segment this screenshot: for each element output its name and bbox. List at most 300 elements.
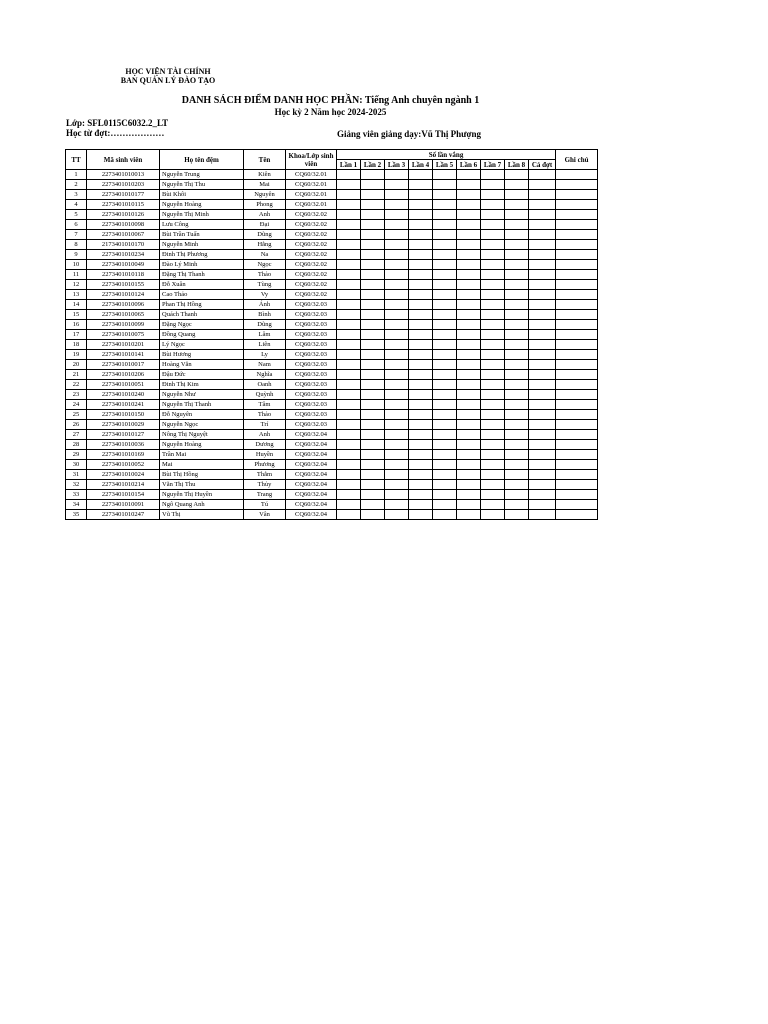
absence-cell[interactable] [457,490,481,500]
absence-cell[interactable] [505,430,529,440]
remarks-cell[interactable] [556,180,598,190]
remarks-cell[interactable] [556,170,598,180]
absence-cell[interactable] [505,390,529,400]
absence-cell[interactable] [409,310,433,320]
absence-cell[interactable] [529,510,556,520]
absence-cell[interactable] [361,420,385,430]
absence-cell[interactable] [337,320,361,330]
absence-cell[interactable] [433,510,457,520]
absence-cell[interactable] [505,260,529,270]
absence-cell[interactable] [505,320,529,330]
absence-cell[interactable] [505,230,529,240]
absence-cell[interactable] [361,260,385,270]
absence-cell[interactable] [337,400,361,410]
absence-cell[interactable] [361,330,385,340]
remarks-cell[interactable] [556,220,598,230]
absence-cell[interactable] [529,340,556,350]
absence-cell[interactable] [433,430,457,440]
absence-cell[interactable] [457,460,481,470]
absence-cell[interactable] [361,380,385,390]
absence-cell[interactable] [433,220,457,230]
absence-cell[interactable] [481,370,505,380]
absence-cell[interactable] [433,460,457,470]
absence-cell[interactable] [457,360,481,370]
absence-cell[interactable] [481,470,505,480]
absence-cell[interactable] [457,370,481,380]
absence-cell[interactable] [505,460,529,470]
absence-cell[interactable] [337,210,361,220]
absence-cell[interactable] [385,460,409,470]
absence-cell[interactable] [337,460,361,470]
absence-cell[interactable] [433,280,457,290]
absence-cell[interactable] [457,260,481,270]
absence-cell[interactable] [481,190,505,200]
absence-cell[interactable] [457,470,481,480]
absence-cell[interactable] [481,320,505,330]
remarks-cell[interactable] [556,480,598,490]
absence-cell[interactable] [337,360,361,370]
absence-cell[interactable] [433,390,457,400]
absence-cell[interactable] [481,310,505,320]
absence-cell[interactable] [529,250,556,260]
remarks-cell[interactable] [556,500,598,510]
absence-cell[interactable] [433,330,457,340]
absence-cell[interactable] [529,360,556,370]
absence-cell[interactable] [385,350,409,360]
absence-cell[interactable] [505,250,529,260]
absence-cell[interactable] [457,170,481,180]
absence-cell[interactable] [409,220,433,230]
absence-cell[interactable] [433,320,457,330]
absence-cell[interactable] [361,430,385,440]
absence-cell[interactable] [433,400,457,410]
remarks-cell[interactable] [556,370,598,380]
absence-cell[interactable] [433,260,457,270]
absence-cell[interactable] [433,290,457,300]
absence-cell[interactable] [409,200,433,210]
absence-cell[interactable] [433,470,457,480]
absence-cell[interactable] [481,220,505,230]
absence-cell[interactable] [457,380,481,390]
absence-cell[interactable] [409,300,433,310]
absence-cell[interactable] [337,250,361,260]
absence-cell[interactable] [457,430,481,440]
absence-cell[interactable] [481,500,505,510]
absence-cell[interactable] [385,310,409,320]
absence-cell[interactable] [433,420,457,430]
absence-cell[interactable] [361,350,385,360]
absence-cell[interactable] [433,450,457,460]
absence-cell[interactable] [337,350,361,360]
absence-cell[interactable] [385,340,409,350]
absence-cell[interactable] [361,230,385,240]
absence-cell[interactable] [361,310,385,320]
remarks-cell[interactable] [556,460,598,470]
absence-cell[interactable] [481,280,505,290]
absence-cell[interactable] [409,470,433,480]
absence-cell[interactable] [433,310,457,320]
absence-cell[interactable] [385,260,409,270]
absence-cell[interactable] [481,510,505,520]
absence-cell[interactable] [481,390,505,400]
remarks-cell[interactable] [556,190,598,200]
absence-cell[interactable] [409,290,433,300]
absence-cell[interactable] [529,400,556,410]
absence-cell[interactable] [529,490,556,500]
absence-cell[interactable] [529,220,556,230]
absence-cell[interactable] [457,400,481,410]
absence-cell[interactable] [385,190,409,200]
absence-cell[interactable] [529,300,556,310]
remarks-cell[interactable] [556,490,598,500]
remarks-cell[interactable] [556,330,598,340]
absence-cell[interactable] [385,410,409,420]
remarks-cell[interactable] [556,250,598,260]
absence-cell[interactable] [481,260,505,270]
absence-cell[interactable] [337,410,361,420]
absence-cell[interactable] [505,470,529,480]
remarks-cell[interactable] [556,280,598,290]
absence-cell[interactable] [457,480,481,490]
absence-cell[interactable] [385,250,409,260]
absence-cell[interactable] [409,320,433,330]
absence-cell[interactable] [337,240,361,250]
absence-cell[interactable] [361,510,385,520]
absence-cell[interactable] [361,460,385,470]
absence-cell[interactable] [409,180,433,190]
remarks-cell[interactable] [556,300,598,310]
absence-cell[interactable] [457,440,481,450]
absence-cell[interactable] [337,340,361,350]
absence-cell[interactable] [433,360,457,370]
absence-cell[interactable] [361,280,385,290]
absence-cell[interactable] [481,240,505,250]
absence-cell[interactable] [505,240,529,250]
absence-cell[interactable] [529,270,556,280]
absence-cell[interactable] [529,460,556,470]
absence-cell[interactable] [505,350,529,360]
absence-cell[interactable] [361,400,385,410]
absence-cell[interactable] [481,480,505,490]
absence-cell[interactable] [361,320,385,330]
absence-cell[interactable] [361,480,385,490]
absence-cell[interactable] [505,400,529,410]
absence-cell[interactable] [433,240,457,250]
absence-cell[interactable] [361,360,385,370]
absence-cell[interactable] [529,500,556,510]
absence-cell[interactable] [337,200,361,210]
absence-cell[interactable] [529,190,556,200]
remarks-cell[interactable] [556,350,598,360]
absence-cell[interactable] [433,380,457,390]
absence-cell[interactable] [457,300,481,310]
absence-cell[interactable] [409,230,433,240]
absence-cell[interactable] [433,270,457,280]
absence-cell[interactable] [481,230,505,240]
absence-cell[interactable] [385,330,409,340]
absence-cell[interactable] [433,350,457,360]
absence-cell[interactable] [409,420,433,430]
absence-cell[interactable] [361,170,385,180]
absence-cell[interactable] [409,410,433,420]
absence-cell[interactable] [385,280,409,290]
absence-cell[interactable] [337,280,361,290]
absence-cell[interactable] [409,340,433,350]
absence-cell[interactable] [385,430,409,440]
absence-cell[interactable] [385,490,409,500]
absence-cell[interactable] [409,400,433,410]
absence-cell[interactable] [409,490,433,500]
absence-cell[interactable] [529,440,556,450]
absence-cell[interactable] [409,240,433,250]
remarks-cell[interactable] [556,450,598,460]
absence-cell[interactable] [505,180,529,190]
absence-cell[interactable] [337,190,361,200]
absence-cell[interactable] [361,210,385,220]
remarks-cell[interactable] [556,310,598,320]
absence-cell[interactable] [409,260,433,270]
absence-cell[interactable] [481,490,505,500]
remarks-cell[interactable] [556,340,598,350]
absence-cell[interactable] [529,180,556,190]
absence-cell[interactable] [457,340,481,350]
absence-cell[interactable] [529,420,556,430]
remarks-cell[interactable] [556,230,598,240]
absence-cell[interactable] [361,440,385,450]
absence-cell[interactable] [385,170,409,180]
absence-cell[interactable] [361,500,385,510]
absence-cell[interactable] [481,360,505,370]
absence-cell[interactable] [529,310,556,320]
absence-cell[interactable] [529,280,556,290]
absence-cell[interactable] [433,250,457,260]
remarks-cell[interactable] [556,470,598,480]
absence-cell[interactable] [481,400,505,410]
absence-cell[interactable] [481,450,505,460]
absence-cell[interactable] [529,370,556,380]
absence-cell[interactable] [385,470,409,480]
absence-cell[interactable] [433,370,457,380]
absence-cell[interactable] [361,180,385,190]
absence-cell[interactable] [481,210,505,220]
absence-cell[interactable] [505,300,529,310]
absence-cell[interactable] [529,380,556,390]
absence-cell[interactable] [457,500,481,510]
absence-cell[interactable] [433,490,457,500]
absence-cell[interactable] [385,270,409,280]
absence-cell[interactable] [529,170,556,180]
absence-cell[interactable] [433,210,457,220]
remarks-cell[interactable] [556,200,598,210]
absence-cell[interactable] [361,250,385,260]
remarks-cell[interactable] [556,510,598,520]
absence-cell[interactable] [337,470,361,480]
absence-cell[interactable] [337,480,361,490]
absence-cell[interactable] [529,410,556,420]
remarks-cell[interactable] [556,380,598,390]
absence-cell[interactable] [385,510,409,520]
absence-cell[interactable] [481,250,505,260]
absence-cell[interactable] [409,170,433,180]
remarks-cell[interactable] [556,290,598,300]
absence-cell[interactable] [337,290,361,300]
absence-cell[interactable] [385,400,409,410]
absence-cell[interactable] [529,240,556,250]
absence-cell[interactable] [361,300,385,310]
absence-cell[interactable] [337,370,361,380]
absence-cell[interactable] [385,390,409,400]
absence-cell[interactable] [337,180,361,190]
absence-cell[interactable] [409,440,433,450]
remarks-cell[interactable] [556,410,598,420]
absence-cell[interactable] [337,390,361,400]
absence-cell[interactable] [481,330,505,340]
absence-cell[interactable] [457,510,481,520]
absence-cell[interactable] [481,300,505,310]
absence-cell[interactable] [409,210,433,220]
absence-cell[interactable] [457,180,481,190]
absence-cell[interactable] [529,430,556,440]
absence-cell[interactable] [529,480,556,490]
absence-cell[interactable] [409,190,433,200]
absence-cell[interactable] [385,440,409,450]
absence-cell[interactable] [505,190,529,200]
absence-cell[interactable] [361,190,385,200]
absence-cell[interactable] [409,390,433,400]
remarks-cell[interactable] [556,440,598,450]
absence-cell[interactable] [457,290,481,300]
absence-cell[interactable] [529,290,556,300]
absence-cell[interactable] [409,450,433,460]
absence-cell[interactable] [433,410,457,420]
absence-cell[interactable] [385,240,409,250]
absence-cell[interactable] [337,450,361,460]
absence-cell[interactable] [481,170,505,180]
absence-cell[interactable] [385,500,409,510]
absence-cell[interactable] [457,350,481,360]
absence-cell[interactable] [409,330,433,340]
absence-cell[interactable] [433,170,457,180]
absence-cell[interactable] [457,420,481,430]
absence-cell[interactable] [529,200,556,210]
absence-cell[interactable] [481,340,505,350]
absence-cell[interactable] [361,270,385,280]
absence-cell[interactable] [433,230,457,240]
absence-cell[interactable] [505,440,529,450]
absence-cell[interactable] [361,220,385,230]
absence-cell[interactable] [457,240,481,250]
absence-cell[interactable] [481,410,505,420]
absence-cell[interactable] [505,420,529,430]
absence-cell[interactable] [505,360,529,370]
absence-cell[interactable] [337,310,361,320]
absence-cell[interactable] [337,270,361,280]
absence-cell[interactable] [361,240,385,250]
absence-cell[interactable] [529,390,556,400]
remarks-cell[interactable] [556,260,598,270]
absence-cell[interactable] [385,300,409,310]
absence-cell[interactable] [409,460,433,470]
absence-cell[interactable] [385,290,409,300]
absence-cell[interactable] [481,380,505,390]
absence-cell[interactable] [457,250,481,260]
absence-cell[interactable] [409,360,433,370]
absence-cell[interactable] [409,510,433,520]
absence-cell[interactable] [409,380,433,390]
absence-cell[interactable] [337,490,361,500]
absence-cell[interactable] [337,380,361,390]
absence-cell[interactable] [337,500,361,510]
absence-cell[interactable] [361,200,385,210]
absence-cell[interactable] [337,510,361,520]
absence-cell[interactable] [457,220,481,230]
absence-cell[interactable] [337,300,361,310]
absence-cell[interactable] [457,310,481,320]
absence-cell[interactable] [361,390,385,400]
absence-cell[interactable] [337,230,361,240]
absence-cell[interactable] [529,330,556,340]
absence-cell[interactable] [433,180,457,190]
absence-cell[interactable] [505,380,529,390]
absence-cell[interactable] [481,200,505,210]
absence-cell[interactable] [361,340,385,350]
absence-cell[interactable] [505,280,529,290]
absence-cell[interactable] [361,410,385,420]
absence-cell[interactable] [481,460,505,470]
absence-cell[interactable] [505,410,529,420]
absence-cell[interactable] [457,390,481,400]
absence-cell[interactable] [433,440,457,450]
absence-cell[interactable] [433,200,457,210]
remarks-cell[interactable] [556,390,598,400]
absence-cell[interactable] [385,450,409,460]
absence-cell[interactable] [337,420,361,430]
absence-cell[interactable] [505,500,529,510]
absence-cell[interactable] [481,290,505,300]
absence-cell[interactable] [457,410,481,420]
absence-cell[interactable] [529,450,556,460]
absence-cell[interactable] [457,190,481,200]
remarks-cell[interactable] [556,320,598,330]
absence-cell[interactable] [505,340,529,350]
absence-cell[interactable] [337,260,361,270]
absence-cell[interactable] [409,500,433,510]
absence-cell[interactable] [457,200,481,210]
absence-cell[interactable] [457,230,481,240]
absence-cell[interactable] [505,450,529,460]
absence-cell[interactable] [505,510,529,520]
absence-cell[interactable] [481,430,505,440]
absence-cell[interactable] [505,480,529,490]
absence-cell[interactable] [385,370,409,380]
absence-cell[interactable] [457,270,481,280]
absence-cell[interactable] [409,370,433,380]
remarks-cell[interactable] [556,270,598,280]
absence-cell[interactable] [409,250,433,260]
remarks-cell[interactable] [556,400,598,410]
absence-cell[interactable] [385,420,409,430]
absence-cell[interactable] [433,190,457,200]
absence-cell[interactable] [505,220,529,230]
absence-cell[interactable] [529,210,556,220]
absence-cell[interactable] [433,300,457,310]
absence-cell[interactable] [505,210,529,220]
absence-cell[interactable] [457,330,481,340]
absence-cell[interactable] [385,220,409,230]
absence-cell[interactable] [505,170,529,180]
absence-cell[interactable] [385,480,409,490]
absence-cell[interactable] [529,350,556,360]
